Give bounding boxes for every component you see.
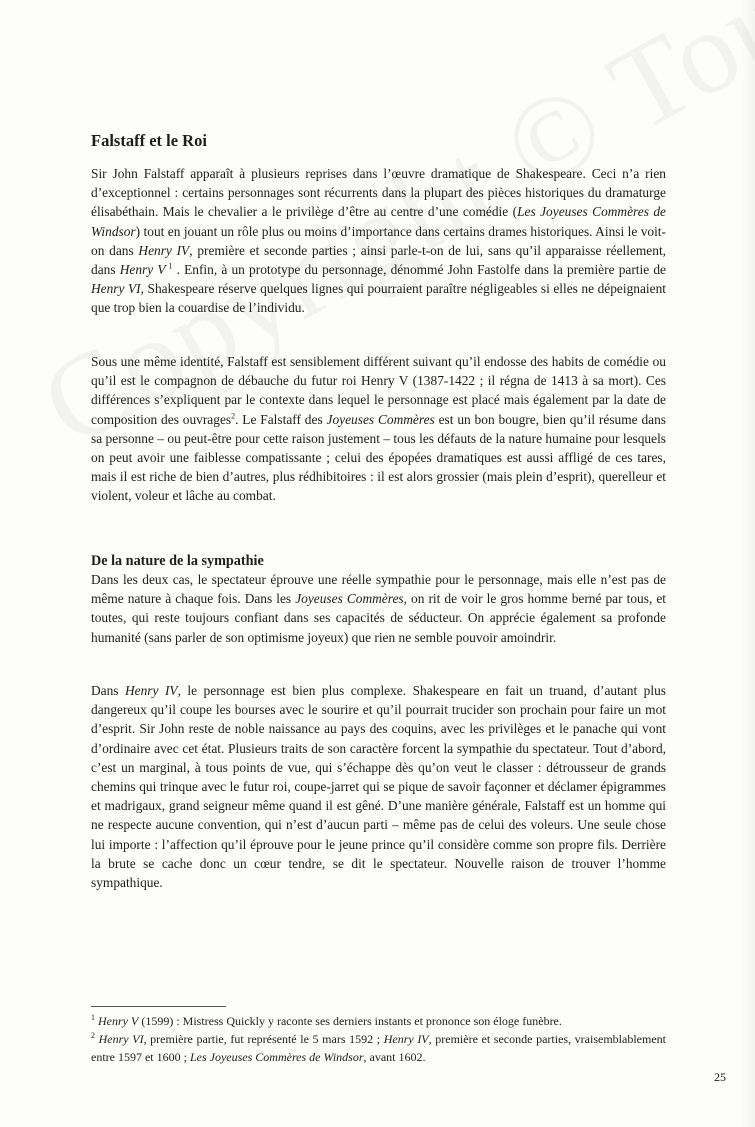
text-run: Sous une même identité, Falstaff est sensiblement différent suivant qu’il endosse des habits de comédie ou qu’il est le compagnon de débauche du futur roi Henry V (1387-1422 ; il régna de 1413 à sa mort). Ces différences s’expliquent par le contexte dans lequel le personnage est placé mais également par la date de composition des ouvrages (91, 354, 666, 427)
note-reference: 2 (231, 411, 236, 421)
footnote-separator (91, 1006, 226, 1007)
italic-title: Henry VI (98, 1032, 144, 1046)
italic-title: Henry IV (138, 242, 190, 258)
text-run: . Enfin, à un prototype du personnage, dénommé John Fastolfe dans la première partie de (172, 262, 666, 278)
paragraph-2 (91, 352, 666, 506)
page-edge-shadow (741, 0, 755, 1127)
section-title-sympathie: De la nature de la sympathie (91, 553, 264, 569)
footnote-1 (91, 1012, 666, 1030)
italic-title: Henry V (119, 262, 166, 278)
text-run: est un bon bougre, bien qu’il résume dans sa personne – ou peut-être pour cette raison justement – tous les défauts de la nature humaine pour lesquels on peut avoir une faiblesse compatissante ; celui des épopées dramatiques est aussi affligé de ces tares, mais il est riche de bien d’autres, plus rédhibitoires : il est alors grossier (mais plein d’esprit), querelleur et violent, voleur et lâche au combat. (91, 411, 666, 504)
paragraph-4 (91, 681, 666, 892)
text-run: Dans les deux cas, le spectateur éprouve une réelle sympathie pour le personnage, mais elle n’est pas de même nature à chaque fois. Dans les (91, 572, 666, 607)
italic-title: Les Joyeuses Commères de Windsor (189, 1050, 364, 1064)
italic-title: Henry VI (91, 281, 141, 297)
paragraph-3 (91, 570, 666, 647)
text-run: (1599) : Mistress Quickly y raconte ses derniers instants et prononce son éloge funèbre. (138, 1014, 562, 1028)
page-number: 25 (714, 1070, 726, 1084)
section-title-falstaff-roi: Falstaff et le Roi (91, 131, 207, 150)
text-run: , le personnage est bien plus complexe. Shakespeare en fait un truand, d’autant plus dangereux qu’il coupe les bourses avec le sourire et qu’il pourrait trucider son prochain pour faire un mot d’esprit. Sir John reste de noble naissance au pays des coquins, avec les privilèges et le panache qui vont d’ordinaire avec cet état. Plusieurs traits de son caractère forcent la sympathie du spectateur. Tout d’abord, c’est un marginal, à tous points de vue, qui s’échappe dès qu’on veut le classer : détrousseur de grands chemins qui trinque avec le futur roi, coupe-jarret qui se pique de savoir façonner et déclamer épigrammes et madrigaux, grand seigneur même quand il est gêné. D’une manière générale, Falstaff est un homme qui ne respecte aucune convention, qui n’est d’aucun parti – même pas de celui des voleurs. Une seule chose lui importe : l’affection qu’il éprouve pour le jeune prince qu’il considère comme son propre fils. Derrière la brute se cache donc un cœur tendre, se dit le spectateur. Nouvelle raison de trouver l’homme sympathique. (91, 683, 666, 891)
text-run: , première partie, fut représenté le 5 mars 1592 ; (143, 1032, 384, 1046)
text-run: , on rit de voir le gros homme berné par tous, et toutes, qui reste toujours confiant dans ses capacités de séducteur. On apprécie également sa profonde humanité (sans parler de son optimisme joyeux) que rien ne semble pouvoir amoindrir. (91, 591, 667, 645)
text-run: , avant 1602. (363, 1050, 426, 1064)
paragraph-1 (91, 164, 666, 318)
text-run: , première et seconde parties ; ainsi parle-t-on de lui, sans qu’il apparaisse réellement, dans (91, 242, 667, 278)
italic-title: Henry V (98, 1014, 139, 1028)
italic-title: Joyeuses Commères (295, 591, 404, 607)
italic-title: Les Joyeuses Commères de Windsor (91, 204, 666, 239)
text-run: , première et seconde parties, vraisemblablement entre 1597 et 1600 ; (91, 1032, 666, 1064)
text-run: Sir John Falstaff apparaît à plusieurs reprises dans l’œuvre dramatique de Shakespeare. Ceci n’a rien d’exceptionnel : certains personnages sont récurrents dans la plupart des pièces historiques du dramaturge élisabéthain. Mais le chevalier a le privilège d’être au centre d’une comédie ( (91, 166, 666, 220)
italic-title: Henry IV (125, 683, 178, 698)
text-run: , Shakespeare réserve quelques lignes qui pourraient paraître négligeables si elles ne dépeignaient que trop bien la couardise de l’individu. (91, 281, 666, 316)
text-run: Dans (91, 683, 125, 698)
text-run: ) tout en jouant un rôle plus ou moins d’importance dans certains drames historiques. Ainsi le voit-on dans (91, 223, 666, 258)
note-reference: 2 (91, 1031, 95, 1040)
italic-title: Henry IV (383, 1032, 429, 1046)
note-reference: 1 (165, 261, 173, 271)
footnote-2 (91, 1030, 666, 1066)
text-run: . Le Falstaff des (235, 411, 327, 427)
italic-title: Joyeuses Commères (326, 411, 435, 427)
note-reference: 1 (91, 1013, 95, 1022)
